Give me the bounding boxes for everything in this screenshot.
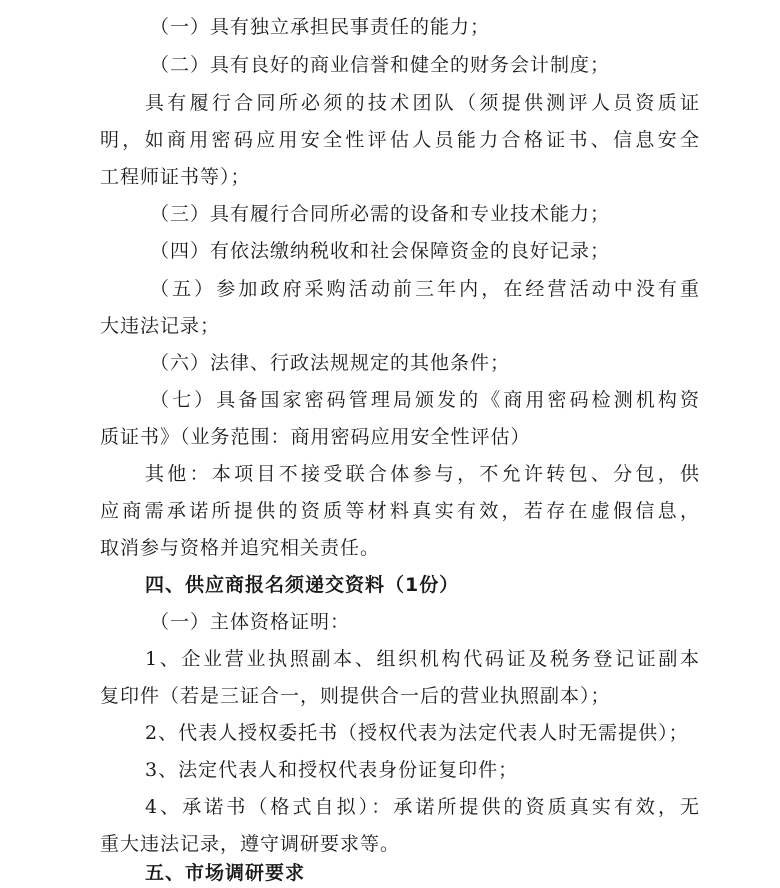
section-heading-5: 五、市场调研要求 — [145, 862, 306, 884]
paragraph-line: 工程师证书等）； — [100, 166, 251, 188]
clause-6: （六）法律、行政法规规定的其他条件； — [150, 352, 511, 374]
paragraph-line: 取消参与资格并追究相关责任。 — [100, 537, 381, 559]
clause-2: （二）具有良好的商业信誉和健全的财务会计制度； — [150, 54, 611, 76]
list-item: 2、代表人授权委托书（授权代表为法定代表人时无需提供）； — [145, 722, 689, 744]
paragraph-line: 重大违法记录，遵守调研要求等。 — [100, 833, 401, 855]
subsection-heading: （一）主体资格证明： — [150, 611, 351, 633]
paragraph-line: 质证书》（业务范围：商用密码应用安全性评估） — [100, 426, 531, 448]
clause-7: （七）具备国家密码管理局颁发的《商用密码检测机构资 — [150, 389, 700, 411]
list-item: 3、法定代表人和授权代表身份证复印件； — [145, 759, 519, 781]
clause-5: （五）参加政府采购活动前三年内，在经营活动中没有重 — [150, 278, 700, 300]
section-heading-4: 四、供应商报名须递交资料（1份） — [145, 574, 460, 596]
paragraph-line: 具有履行合同所必须的技术团队（须提供测评人员资质证 — [145, 92, 700, 114]
list-item: 4、承诺书（格式自拟）：承诺所提供的资质真实有效，无 — [145, 796, 700, 818]
clause-3: （三）具有履行合同所必需的设备和专业技术能力； — [150, 203, 611, 225]
paragraph-line: 明，如商用密码应用安全性评估人员能力合格证书、信息安全 — [100, 129, 700, 151]
paragraph-line: 复印件（若是三证合一，则提供合一后的营业执照副本）； — [100, 685, 611, 707]
list-item: 1、企业营业执照副本、组织机构代码证及税务登记证副本 — [145, 648, 700, 670]
clause-1: （一）具有独立承担民事责任的能力； — [150, 16, 491, 38]
paragraph-line: 大违法记录； — [100, 315, 221, 337]
other-paragraph: 其他：本项目不接受联合体参与，不允许转包、分包，供 — [145, 463, 700, 485]
clause-4: （四）有依法缴纳税收和社会保障资金的良好记录； — [150, 240, 611, 262]
paragraph-line: 应商需承诺所提供的资质等材料真实有效，若存在虚假信息， — [100, 500, 700, 522]
